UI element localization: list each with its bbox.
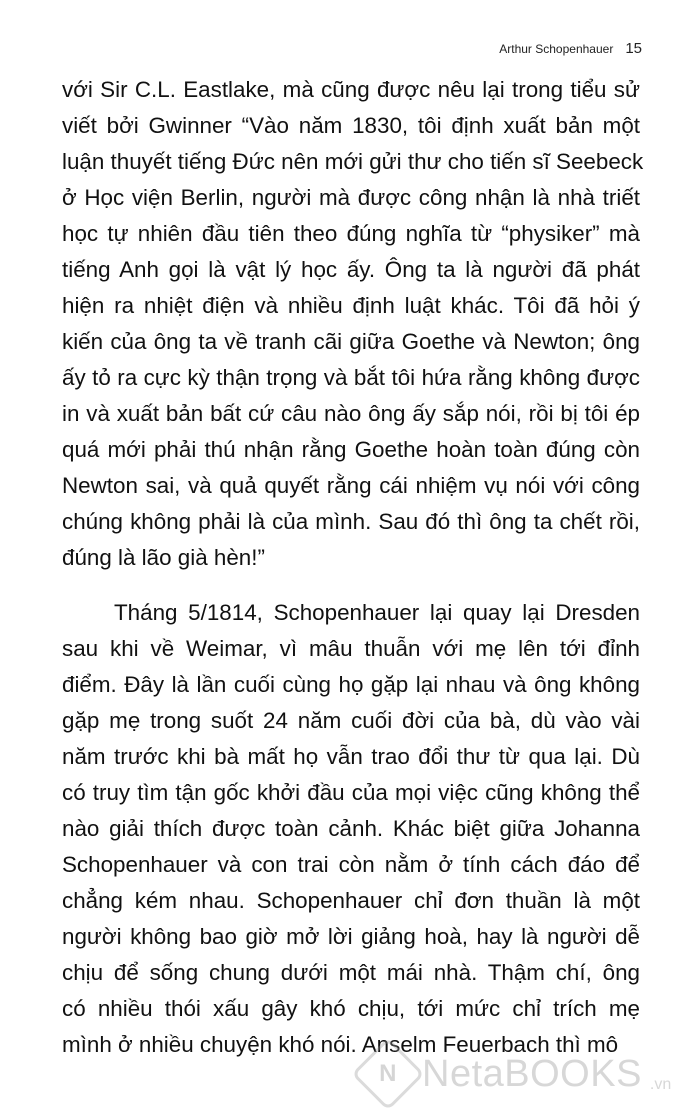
text-line: gặp mẹ trong suốt 24 năm cuối đời của bà, dù vào vài (62, 708, 640, 733)
watermark-tld: .vn (649, 1076, 672, 1093)
text-line: năm trước khi bà mất họ vẫn trao đổi thư từ qua lại. Dù (62, 744, 640, 769)
text-line: hiện ra nhiệt điện và nhiều định luật khác. Tôi đã hỏi ý (62, 293, 640, 318)
watermark-brand: NetaBOOKS (422, 1052, 642, 1095)
text-line: ấy tỏ ra cực kỳ thận trọng và bắt tôi hứa rằng không được (62, 365, 640, 390)
text-line: điểm. Đây là lần cuối cùng họ gặp lại nhau và ông không (62, 672, 640, 697)
text-line: Schopenhauer và con trai còn nằm ở tính cách đáo để (62, 852, 640, 877)
paragraph-2 (62, 595, 640, 1063)
text-line: tiếng Anh gọi là vật lý học ấy. Ông ta là người đã phát (62, 257, 640, 282)
text-line: với Sir C.L. Eastlake, mà cũng được nêu lại trong tiểu sử (62, 77, 640, 102)
text-line: chẳng kém nhau. Schopenhauer chỉ đơn thuần là một (62, 888, 640, 913)
text-line: đúng là lão già hèn!” (62, 545, 265, 570)
text-line: nào giải thích được toàn cảnh. Khác biệt giữa Johanna (62, 816, 640, 841)
page-number: 15 (625, 40, 642, 57)
text-line: mình ở nhiều chuyện khó nói. Anselm Feuerbach thì mô (62, 1032, 619, 1057)
text-line: có nhiều thói xấu gây khó chịu, tới mức chỉ trích mẹ (62, 996, 640, 1021)
text-line: Newton sai, và quả quyết rằng cái nhiệm vụ nói với công (62, 473, 640, 498)
header-author: Arthur Schopenhauer (499, 42, 614, 56)
paragraph-1 (62, 72, 644, 576)
text-line: chúng không phải là của mình. Sau đó thì ông ta chết rồi, (62, 509, 640, 534)
logo-letter: N (379, 1060, 397, 1087)
text-line: kiến của ông ta về tranh cãi giữa Goethe và Newton; ông (62, 329, 640, 354)
text-line: có truy tìm tận gốc khởi đầu của mọi việc cũng không thể (62, 780, 640, 805)
netabooks-logo-icon (351, 1037, 425, 1111)
text-line: ở Học viện Berlin, người mà được công nhận là nhà triết (62, 185, 640, 210)
text-line: người không bao giờ mở lời giảng hoà, hay là người dễ (62, 924, 640, 949)
text-line: chịu để sống chung dưới một mái nhà. Thậm chí, ông (62, 960, 640, 985)
text-line: Tháng 5/1814, Schopenhauer lại quay lại Dresden (114, 600, 640, 625)
text-line: luận thuyết tiếng Đức nên mới gửi thư cho tiến sĩ Seebeck (62, 149, 644, 174)
text-line: in và xuất bản bất cứ câu nào ông ấy sắp nói, rồi bị tôi ép (62, 401, 640, 426)
running-header (499, 40, 642, 57)
text-line: học tự nhiên đầu tiên theo đúng nghĩa từ “physiker” mà (62, 221, 640, 246)
text-line: quá mới phải thú nhận rằng Goethe hoàn toàn đúng còn (62, 437, 640, 462)
text-line: viết bởi Gwinner “Vào năm 1830, tôi định xuất bản một (62, 113, 640, 138)
watermark (362, 1048, 671, 1100)
text-line: sau khi về Weimar, vì mâu thuẫn với mẹ lên tới đỉnh (62, 636, 640, 661)
